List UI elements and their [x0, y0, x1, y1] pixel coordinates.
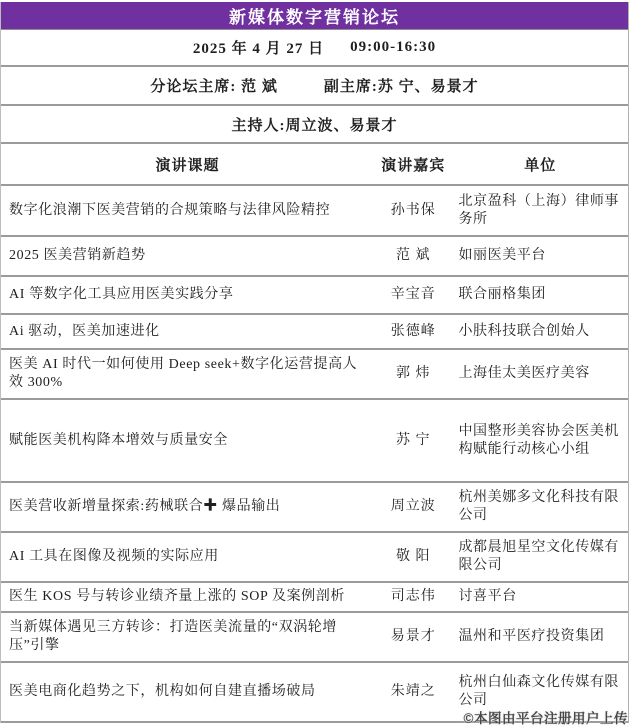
- cell-org: 北京盈科（上海）律师事务所: [458, 193, 620, 227]
- cell-topic: 赋能医美机构降本增效与质量安全: [9, 432, 228, 448]
- cell-speaker: 司志伟: [390, 589, 436, 604]
- cell-speaker: 敬 阳: [396, 549, 431, 564]
- cell-speaker: 辛宝音: [390, 287, 436, 302]
- date-text: 2025 年 4 月 27 日: [192, 41, 325, 57]
- table-row: [1, 400, 628, 483]
- cell-org: 如丽医美平台: [458, 248, 547, 263]
- table-row: [1, 483, 628, 533]
- chair-text: 分论坛主席: 范 斌: [150, 79, 278, 95]
- time-text: 09:00-16:30: [350, 39, 437, 55]
- host-row: [1, 106, 628, 144]
- cell-org: 杭州白仙森文化传媒有限公司: [458, 675, 620, 708]
- header-speaker: 演讲嘉宾: [381, 157, 446, 174]
- cell-topic: 当新媒体遇见三方转诊：打造医美流量的“双涡轮增压”引擎: [9, 620, 338, 653]
- table-row: [1, 350, 628, 400]
- cell-speaker: 张德峰: [390, 323, 436, 339]
- cell-speaker: 孙书保: [390, 202, 436, 218]
- cell-org: 联合丽格集团: [458, 287, 547, 302]
- cell-org: 中国整形美容协会医美机构赋能行动核心小组: [458, 423, 620, 457]
- cell-speaker: 周立波: [390, 499, 436, 514]
- cell-topic: 医生 KOS 号与转诊业绩齐量上涨的 SOP 及案例剖析: [9, 589, 345, 604]
- table-body: [1, 186, 628, 723]
- cell-speaker: 范 斌: [396, 248, 431, 263]
- cell-org: 杭州美娜多文化科技有限公司: [458, 490, 620, 523]
- header-topic: 演讲课题: [155, 157, 220, 174]
- cell-speaker: 朱靖之: [390, 684, 436, 699]
- table-row: [1, 237, 628, 277]
- header-org: 单位: [524, 157, 557, 174]
- cell-org: 上海佳太美医疗美容: [458, 366, 590, 381]
- cell-org: 讨喜平台: [458, 589, 517, 604]
- table-row: [1, 583, 628, 613]
- cell-speaker: 苏 宁: [396, 432, 431, 448]
- cell-topic: Ai 驱动，医美加速进化: [9, 323, 160, 339]
- forum-title-bar: [1, 2, 628, 30]
- cell-topic: 医美营收新增量探索:药械联合✚ 爆品输出: [9, 499, 281, 514]
- table-row: [1, 186, 628, 237]
- forum-title: 新媒体数字营销论坛: [229, 8, 400, 27]
- chairs-row: [1, 67, 628, 106]
- cell-speaker: 郭 炜: [396, 366, 431, 381]
- cell-speaker: 易景才: [390, 629, 436, 644]
- table-row: [1, 613, 628, 663]
- table-row: [1, 315, 628, 350]
- cell-topic: 2025 医美营销新趋势: [9, 248, 146, 263]
- cell-org: 小肤科技联合创始人: [458, 323, 590, 339]
- cell-topic: 医美 AI 时代一如何使用 Deep seek+数字化运营提高人效 300%: [9, 357, 358, 390]
- table-header-row: [1, 144, 628, 186]
- cell-topic: 医美电商化趋势之下，机构如何自建直播场破局: [9, 684, 316, 699]
- uploader-watermark: ©本图由平台注册用户上传: [463, 711, 628, 726]
- host-text: 主持人:周立波、易景才: [231, 117, 398, 134]
- cell-topic: AI 等数字化工具应用医美实践分享: [9, 287, 234, 302]
- cell-topic: AI 工具在图像及视频的实际应用: [9, 549, 219, 564]
- table-row: [1, 533, 628, 583]
- vice-chair-text: 副主席:苏 宁、易景才: [323, 79, 479, 95]
- agenda-table: [0, 2, 629, 723]
- table-row: [1, 277, 628, 315]
- date-row: [1, 30, 628, 67]
- cell-topic: 数字化浪潮下医美营销的合规策略与法律风险精控: [9, 202, 331, 218]
- cell-org: 成都晨旭星空文化传媒有限公司: [458, 540, 620, 573]
- cell-org: 温州和平医疗投资集团: [458, 629, 605, 644]
